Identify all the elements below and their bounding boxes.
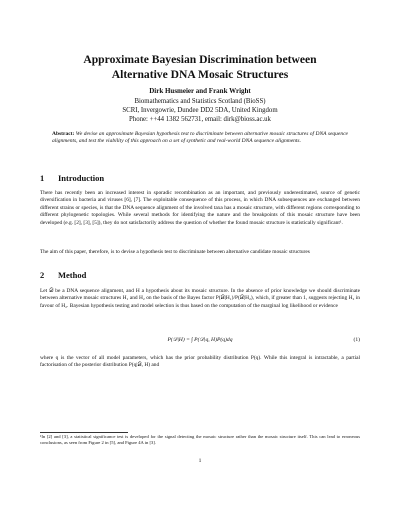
section-title: Method bbox=[58, 270, 87, 280]
paper-title bbox=[40, 52, 360, 82]
section-heading-introduction bbox=[40, 173, 104, 183]
equation-number: (1) bbox=[353, 337, 360, 343]
affiliation-line-3: Phone: ++44 1382 562731, email: dirk@bioss.ac.uk bbox=[129, 116, 271, 123]
authors: Dirk Husmeier and Frank Wright bbox=[149, 87, 251, 95]
section-number: 2 bbox=[40, 270, 45, 280]
section-heading-method bbox=[40, 270, 86, 280]
footnote: ¹In [2] and [3], a statistical significance test is developed for the signal detecting the mosaic structure rather than the mosaic structure itself. This can lead to erroneous conclusions, as seen from Figure 2 in [5], and Figure 4A in [3]. bbox=[40, 434, 360, 446]
affiliation-line-2: SCRI, Invergowrie, Dundee DD2 5DA, United Kingdom bbox=[122, 107, 278, 114]
abstract-label: Abstract: bbox=[52, 131, 75, 137]
footnote-rule bbox=[40, 432, 128, 433]
method-paragraph-1: Let 𝒟 be a DNA sequence alignment, and H a hypothesis about its mosaic structure. In the absence of prior knowledge we should discriminate between alternative mosaic structures H₁ and H₂ on the basis of the Bayes factor P(𝒟|H₁)/P(𝒟|H₂), which, if greater than 1, suggests rejecting H₂ in favour of H₂. Bayesian hypothesis testing and model selection is thus based on the computation of the marginal log likelihood or evidence bbox=[40, 288, 360, 309]
page-number: 1 bbox=[198, 458, 202, 464]
method-paragraph-2: where q is the vector of all model parameters, which has the prior probability distribution P(q). While this integral is intractable, a partial factorisation of the posterior distribution P(q|𝒟, H) and bbox=[40, 355, 360, 369]
section-title: Introduction bbox=[58, 173, 105, 183]
affiliation-line-1: Biomathematics and Statistics Scotland (BioSS) bbox=[134, 98, 266, 105]
equation-1 bbox=[40, 337, 360, 349]
intro-paragraph-2: The aim of this paper, therefore, is to devise a hypothesis test to discriminate between alternative candidate mosaic structures bbox=[40, 249, 310, 255]
abstract bbox=[52, 131, 348, 146]
title-line-1: Approximate Bayesian Discrimination between bbox=[83, 53, 317, 66]
intro-paragraph-1: There has recently been an increased interest in sporadic recombination as an important, and previously underestimated, source of genetic diversification in bacteria and viruses [6], [7]. The exploitable consequence of this process, in which DNA subsequences are exchanged between different strains or species, is that the DNA sequence alignment of the involved taxa has a mosaic structure, with different regions corresponding to different phylogenetic topologies. While several methods for identifying the nature and the breakpoints of this mosaic structure have been developed (e.g. [2], [3], [5]), they do not satisfactorily address the question of whether the found mosaic structure is statistically significant¹. bbox=[40, 190, 360, 226]
abstract-text: We devise an approximate Bayesian hypothesis test to discriminate between alternative mosaic structures of DNA sequence alignments, and test the viability of this approach on a set of synthetic and real-world DNA sequence alignments. bbox=[52, 131, 348, 145]
title-line-2: Alternative DNA Mosaic Structures bbox=[111, 68, 289, 81]
section-number: 1 bbox=[40, 173, 45, 183]
equation-expression: P(𝒟|H) = ∫ P(𝒟|q, H)P(q)dq bbox=[167, 337, 233, 343]
